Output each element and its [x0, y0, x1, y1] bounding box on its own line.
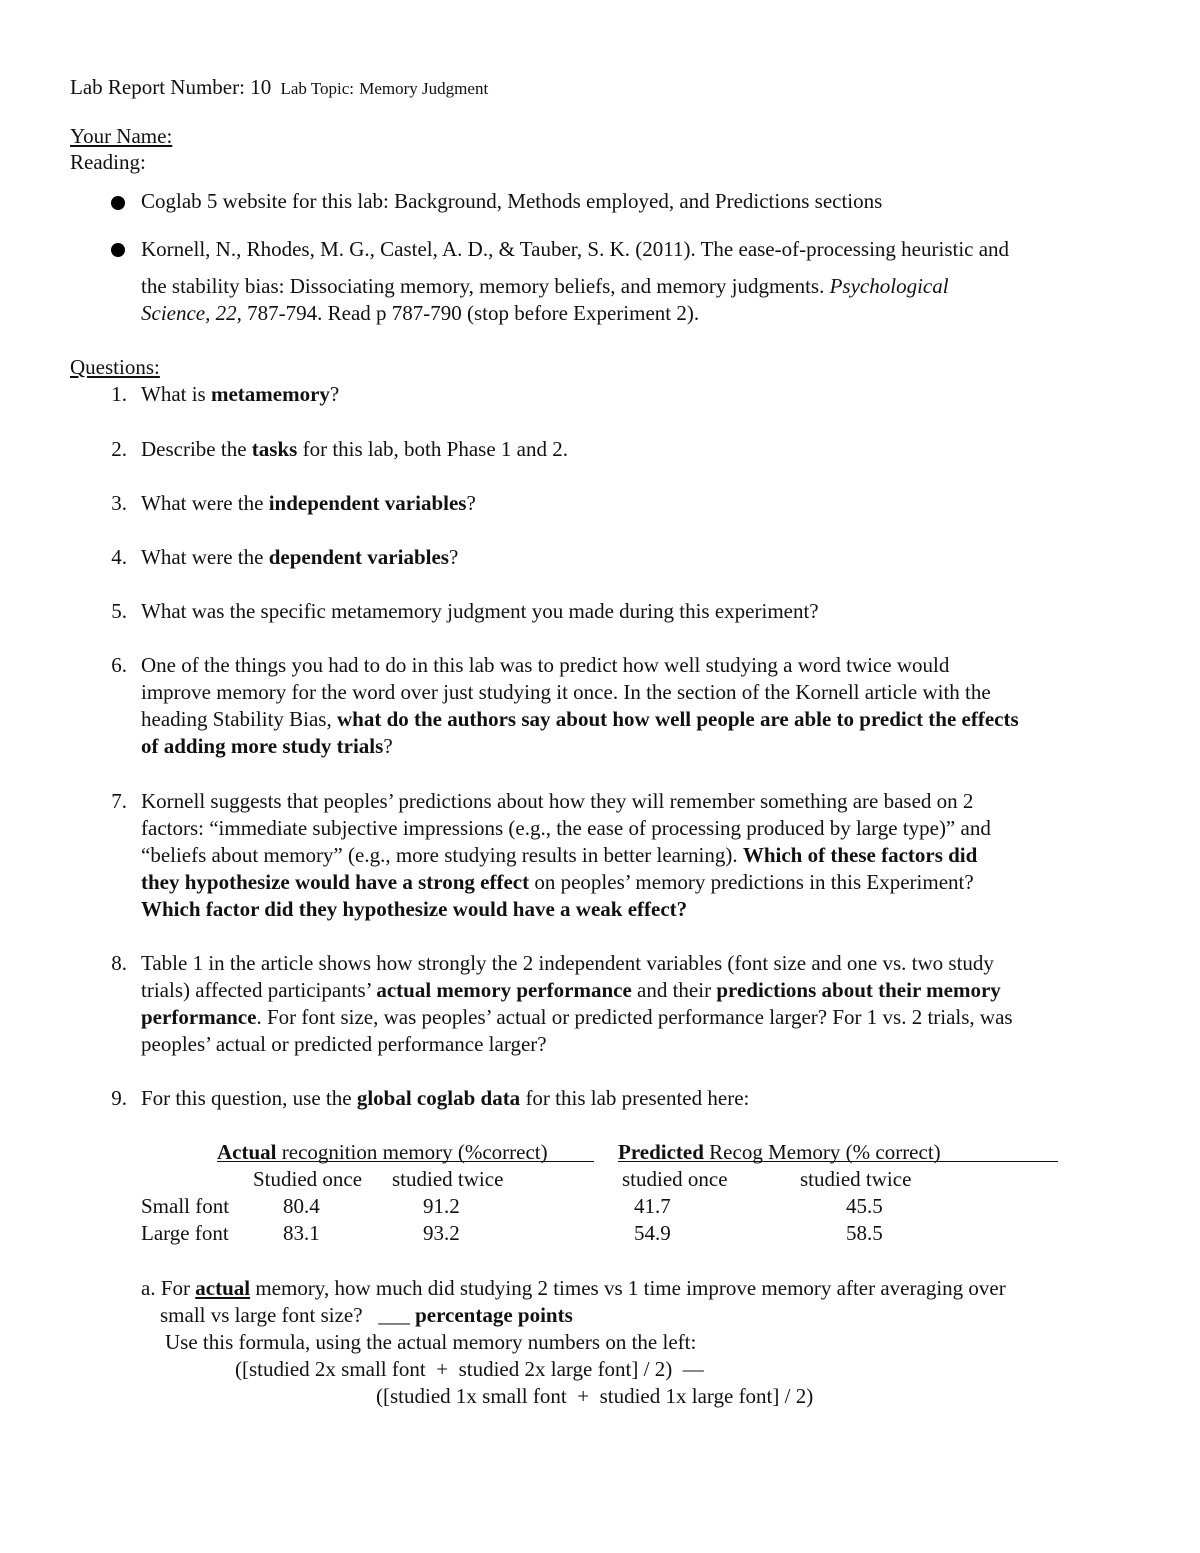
question-1	[141, 381, 339, 408]
question-keyword: of adding more study trials	[141, 734, 384, 758]
formula-line2: ([studied 1x small font + studied 1x large font] / 2)	[376, 1384, 814, 1408]
question-6-line4	[141, 733, 393, 760]
part-a-text: memory, how much did studying 2 times vs 1 time improve memory after averaging over	[250, 1276, 1006, 1300]
questions-label: Questions:	[70, 355, 160, 379]
question-number: 7.	[111, 789, 127, 813]
question-text: ?	[448, 545, 459, 569]
question-6-line3	[141, 706, 1019, 733]
header-keyword: Actual	[217, 1140, 277, 1164]
question-text: What is	[141, 382, 211, 406]
reading-item-kornell-line3	[141, 300, 699, 327]
row-label: Large font	[141, 1221, 229, 1245]
question-number: 2.	[111, 437, 127, 461]
citation-title: the stability bias: Dissociating memory, memory beliefs, and memory judgments.	[141, 274, 830, 298]
question-8-line1: Table 1 in the article shows how strongly the 2 independent variables (font size and one vs. two study	[141, 951, 994, 975]
question-6-line1: One of the things you had to do in this lab was to predict how well studying a word twice would	[141, 653, 950, 677]
question-text: “beliefs about memory” (e.g., more studying results in better learning).	[141, 843, 743, 867]
formula-line1: ([studied 2x small font + studied 2x large font] / 2) —	[235, 1357, 704, 1381]
part-a-keyword: actual	[195, 1276, 251, 1300]
question-text: for this lab presented here:	[520, 1086, 750, 1110]
question-7-line1: Kornell suggests that peoples’ predictions about how they will remember something are based on 2	[141, 789, 974, 813]
table-cell: 45.5	[846, 1194, 883, 1218]
question-text: for this lab, both Phase 1 and 2.	[297, 437, 568, 461]
question-keyword: performance	[141, 1005, 257, 1029]
question-9	[141, 1085, 749, 1112]
question-number: 3.	[111, 491, 127, 515]
part-a-line2	[160, 1302, 573, 1329]
question-text: heading Stability Bias,	[141, 707, 337, 731]
question-text: ?	[466, 491, 476, 515]
bullet-icon	[111, 196, 125, 210]
question-keyword: Which of these factors did	[742, 843, 978, 867]
question-text: trials) affected participants’	[141, 978, 377, 1002]
table-cell: 83.1	[283, 1221, 320, 1245]
topic-label: Lab Topic:	[280, 79, 355, 98]
question-keyword: independent variables	[268, 491, 467, 515]
answer-blank: ___	[378, 1303, 410, 1327]
header-text: recognition memory (%correct)	[276, 1140, 548, 1164]
question-text: on peoples’ memory predictions in this Experiment?	[529, 870, 974, 894]
question-7-line4	[141, 869, 974, 896]
question-6-line2: improve memory for the word over just studying it once. In the section of the Kornell article with the	[141, 680, 991, 704]
journal-volume: Science, 22,	[141, 301, 242, 325]
question-number: 1.	[111, 382, 127, 406]
col-header: studied once	[622, 1167, 728, 1191]
question-keyword: dependent variables	[268, 545, 449, 569]
part-a-text: small vs large font size?	[160, 1303, 379, 1327]
table-cell: 91.2	[423, 1194, 460, 1218]
question-keyword: actual memory performance	[376, 978, 632, 1002]
table-cell: 80.4	[283, 1194, 320, 1218]
question-8-line2	[141, 977, 1001, 1004]
question-text: and their	[631, 978, 717, 1002]
report-number-label: Lab Report Number:	[70, 75, 245, 99]
question-text: What were the	[141, 491, 269, 515]
table-cell: 54.9	[634, 1221, 671, 1245]
question-keyword: they hypothesize would have a strong effect	[141, 870, 530, 894]
question-number: 8.	[111, 951, 127, 975]
part-a-keyword: percentage points	[409, 1303, 573, 1327]
page-instructions: 787-794. Read p 787-790 (stop before Experiment 2).	[241, 301, 700, 325]
question-number: 9.	[111, 1086, 127, 1110]
question-number: 4.	[111, 545, 127, 569]
question-text: . For font size, was peoples’ actual or predicted performance larger? For 1 vs. 2 trials, was	[256, 1005, 1013, 1029]
question-3	[141, 490, 476, 517]
header-text: Recog Memory (% correct)	[703, 1140, 941, 1164]
question-2	[141, 436, 568, 463]
col-header: studied twice	[392, 1167, 504, 1191]
question-7-line5: Which factor did they hypothesize would have a weak effect?	[141, 897, 688, 921]
question-number: 6.	[111, 653, 127, 677]
reading-item-kornell-line2	[141, 273, 949, 300]
table-cell: 58.5	[846, 1221, 883, 1245]
journal-name: Psychological	[829, 274, 949, 298]
part-a-line1	[141, 1275, 1006, 1302]
header-keyword: Predicted	[618, 1140, 704, 1164]
question-text: ?	[383, 734, 393, 758]
question-text: Describe the	[141, 437, 252, 461]
question-text: What were the	[141, 545, 269, 569]
bullet-icon	[111, 243, 125, 257]
reading-item-coglab: Coglab 5 website for this lab: Background, Methods employed, and Predictions sections	[141, 189, 883, 213]
your-name-label: Your Name:	[70, 124, 173, 148]
col-header: studied twice	[800, 1167, 912, 1191]
header-underline	[217, 1161, 594, 1162]
question-5: What was the specific metamemory judgment you made during this experiment?	[141, 599, 819, 623]
question-keyword: tasks	[251, 437, 298, 461]
question-text: For this question, use the	[141, 1086, 357, 1110]
header-underline	[618, 1161, 1058, 1162]
question-4	[141, 544, 458, 571]
table-cell: 41.7	[634, 1194, 671, 1218]
question-keyword: what do the authors say about how well people are able to predict the effects	[336, 707, 1019, 731]
question-text: ?	[329, 382, 340, 406]
report-number: 10	[250, 75, 272, 99]
question-7-line2: factors: “immediate subjective impressions (e.g., the ease of processing produced by large type)” and	[141, 816, 991, 840]
question-keyword: predictions about their memory	[716, 978, 1001, 1002]
question-8-line3	[141, 1004, 1013, 1031]
row-label: Small font	[141, 1194, 230, 1218]
question-keyword: global coglab data	[356, 1086, 521, 1110]
topic-value: Memory Judgment	[359, 79, 489, 98]
question-keyword: metamemory	[210, 382, 330, 406]
col-header: Studied once	[253, 1167, 363, 1191]
question-number: 5.	[111, 599, 127, 623]
question-7-line3	[141, 842, 977, 869]
part-a-line3: Use this formula, using the actual memory numbers on the left:	[165, 1330, 697, 1354]
reading-label: Reading:	[70, 150, 146, 174]
question-8-line4: peoples’ actual or predicted performance larger?	[141, 1032, 547, 1056]
table-cell: 93.2	[423, 1221, 460, 1245]
part-a-text: a. For	[141, 1276, 196, 1300]
report-header	[70, 74, 488, 102]
reading-item-kornell-line1: Kornell, N., Rhodes, M. G., Castel, A. D., & Tauber, S. K. (2011). The ease-of-processing heuristic and	[141, 237, 1010, 261]
